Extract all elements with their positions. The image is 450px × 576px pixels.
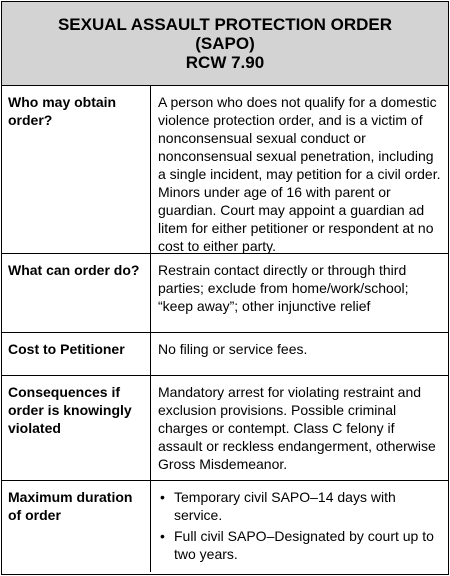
header-title: SEXUAL ASSAULT PROTECTION ORDER [57,15,393,34]
row-label: What can order do? [2,254,151,332]
row-content: No filing or service fees. [158,341,308,357]
row-label: Cost to Petitioner [2,333,151,375]
row-content [151,481,448,572]
row-content: Restrain contact directly or through third parties; exclude from home/work/school; “keep away”; other injunctive relief [158,262,409,314]
row-label: Who may obtain order? [2,86,151,253]
row-consequences [2,376,448,481]
list-item-text: Full civil SAPO–Designated by court up to two years. [174,528,434,562]
table-header [2,2,448,86]
row-label: Consequences if order is knowingly violated [2,376,151,480]
row-content: Mandatory arrest for violating restraint and exclusion provisions. Possible criminal charges or contempt. Class C felony if assault or reckless endangerment, otherwise Gross Misdemeanor. [158,384,436,472]
row-maximum-duration [2,481,448,572]
row-label: Maximum duration of order [2,481,151,572]
header-abbreviation: (SAPO) [195,34,255,53]
row-what-can-order-do [2,254,448,333]
row-who-may-obtain [2,86,448,254]
bullet-icon: • [160,528,165,544]
bullet-icon: • [160,489,165,505]
list-item-text: Temporary civil SAPO–14 days with service. [174,489,396,523]
list-item [160,488,442,524]
list-item [160,527,442,563]
sapo-table [1,1,449,575]
duration-list [158,488,442,563]
header-statute: RCW 7.90 [185,53,265,72]
row-cost [2,333,448,376]
row-content: A person who does not qualify for a domestic violence protection order, and is a victim of nonconsensual sexual conduct or nonconsensual sexual penetration, including a single incident, may petition for a civil order. Minors under age of 16 with parent or guardian. Court may appoint a guardian ad litem for either petitioner or respondent at no cost to either party. [158,94,441,254]
